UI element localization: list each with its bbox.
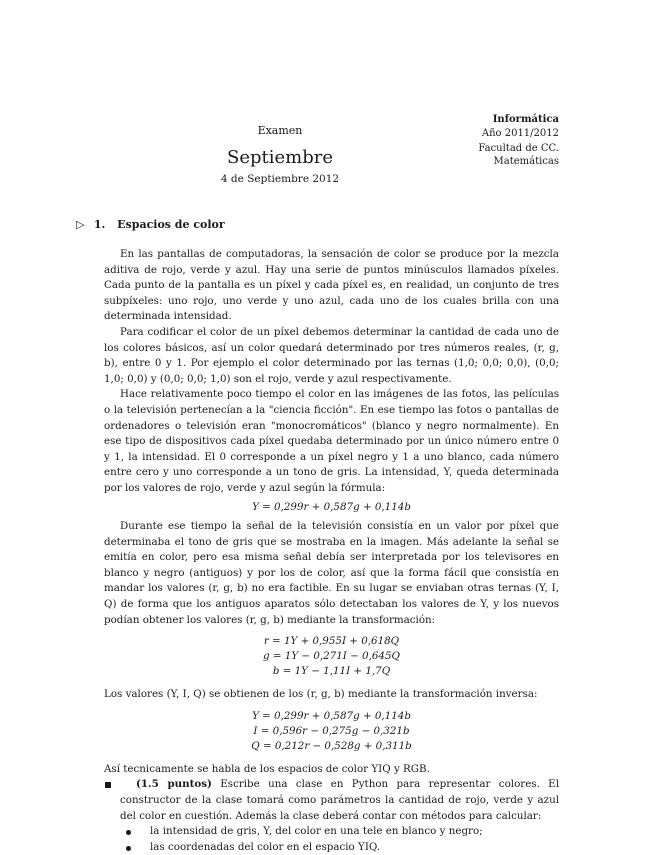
page-title: Septiembre xyxy=(227,147,333,168)
academic-year: Año 2011/2012 xyxy=(481,128,559,139)
square-bullet-icon xyxy=(105,782,111,788)
equation-block-rgb xyxy=(104,634,559,679)
exam-body xyxy=(104,247,559,855)
list-item-text: la intensidad de gris, Y, del color en una tele en blanco y negro; xyxy=(150,825,483,838)
task-points: (1.5 puntos) xyxy=(136,778,212,791)
paragraph-history: Hace relativamente poco tiempo el color en las imágenes de las fotos, las películas o la televisión pertenecían a la "ciencia ficción". En ese tiempo las fotos o pantallas de ordenadores o televisión eran "monocromáticos" (blanco y negro normalmente). En ese tipo de dispositivos cada píxel quedaba determinado por un único número entre 0 y 1, la intensidad. El 0 corresponde a un píxel negro y 1 a uno blanco, cada número entre cero y uno corresponde a un tono de gris. La intensidad, Y, queda determinada por los valores de rojo, verde y azul según la fórmula: xyxy=(104,388,559,494)
equation-line: I = 0,596r − 0,275g − 0,321b xyxy=(253,724,410,737)
bullet-icon xyxy=(126,830,131,835)
paragraph-television: Durante ese tiempo la señal de la televisión consistía en un valor por píxel que determinaba el tono de gris que se mostraba en la imagen. Más adelante la señal se emitía en color, pero esa misma señal debía ser interpretada por los televisores en blanco y negro (antiguos) y por los de color, así que la forma fácil que consistía en mandar los valores (r, g, b) no era factible. En su lugar se enviaban otras ternas (Y, I, Q) de forma que los antiguos aparatos sólo detectaban los valores de Y, y los nuevos podían obtener los valores (r, g, b) mediante la transformación: xyxy=(104,520,559,626)
paragraph-inverse: Los valores (Y, I, Q) se obtienen de los (r, g, b) mediante la transformación inversa: xyxy=(104,688,538,701)
section-heading xyxy=(76,218,225,231)
equation-line: Y = 0,299r + 0,587g + 0,114b xyxy=(252,709,411,722)
list-item xyxy=(104,824,559,840)
paragraph-intro: En las pantallas de computadoras, la sensación de color se produce por la mezcla aditiva de rojo, verde y azul. Hay una serie de puntos minúsculos llamados píxeles. Cada punto de la pantalla es un píxel y cada píxel es, en realidad, un conjunto de tres subpíxeles: uno rojo, uno verde y uno azul, cada uno de los cuales brilla con una determinada intensidad. xyxy=(104,248,559,323)
equation-line: g = 1Y − 0,271I − 0,645Q xyxy=(263,650,400,663)
paragraph-color-spaces: Así tecnicamente se habla de los espacios de color YIQ y RGB. xyxy=(104,762,430,775)
subject-name: Informática xyxy=(492,114,559,125)
bullet-icon xyxy=(126,846,131,851)
faculty-name: Facultad de CC. Matemáticas xyxy=(478,143,559,167)
task-item xyxy=(104,777,559,824)
exam-date: 4 de Septiembre 2012 xyxy=(220,173,340,185)
equation-line: Q = 0,212r − 0,528g + 0,311b xyxy=(251,739,412,752)
list-item xyxy=(104,840,559,855)
paragraph-coding: Para codificar el color de un píxel debemos determinar la cantidad de cada uno de los colores básicos, así un color quedará determinado por tres números reales, (r, g, b), entre 0 y 1. Por ejemplo el color determinado por las ternas (1,0; 0,0; 0,0), (0,0; 1,0; 0,0) y (0,0; 0,0; 1,0) son el rojo, verde y azul respectivamente. xyxy=(104,325,559,385)
equation-line: r = 1Y + 0,955I + 0,618Q xyxy=(263,635,400,648)
section-number: 1. xyxy=(93,218,106,231)
exam-label: Examen xyxy=(257,124,303,137)
equation-intensity: Y = 0,299r + 0,587g + 0,114b xyxy=(252,500,411,513)
equation-line: b = 1Y − 1,11I + 1,7Q xyxy=(272,665,391,678)
list-item-text: las coordenadas del color en el espacio YIQ. xyxy=(150,840,381,853)
equation-block-yiq xyxy=(104,709,559,754)
section-title: Espacios de color xyxy=(117,218,225,231)
task-text: Escribe una clase en Python para representar colores. El constructor de la clase tomará como parámetros la cantidad de rojo, verde y azul del color en cuestión. Además la clase deberá contar con métodos para calcular: xyxy=(120,778,559,822)
triangle-marker-icon: ▷ xyxy=(76,218,85,231)
